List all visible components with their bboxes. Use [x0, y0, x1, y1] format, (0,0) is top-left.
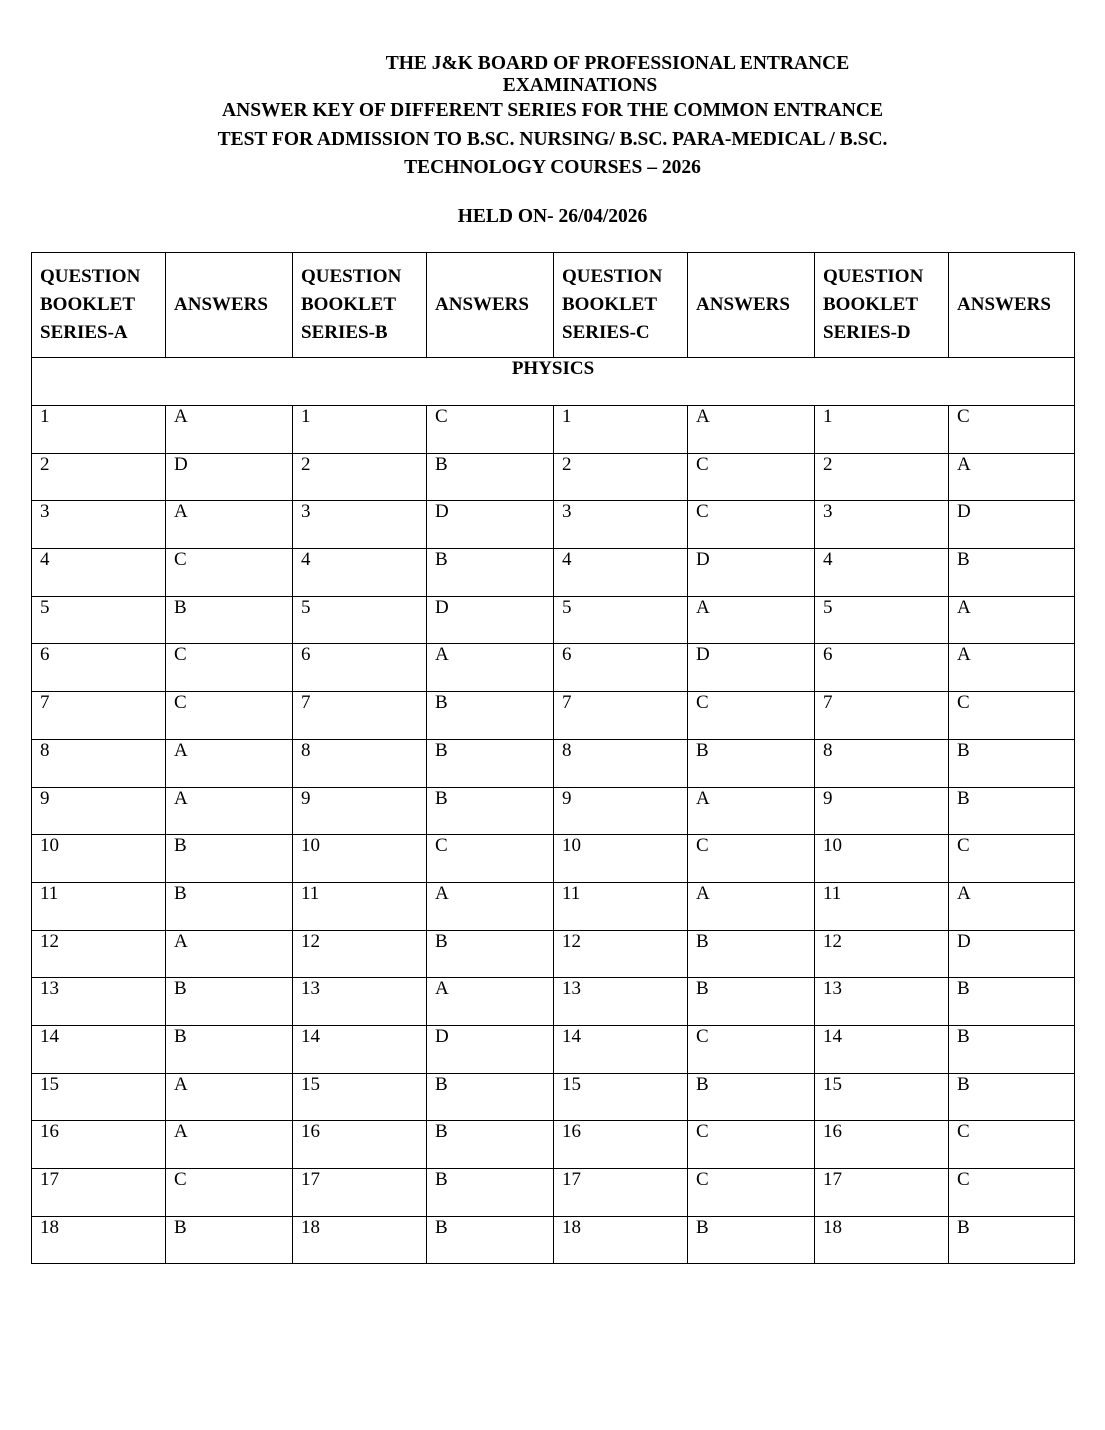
- section-label-physics: PHYSICS: [32, 358, 1075, 406]
- question-number-cell: 13: [293, 978, 427, 1026]
- answer-cell: C: [949, 406, 1075, 454]
- question-number-cell: 11: [554, 882, 688, 930]
- question-number-cell: 8: [554, 739, 688, 787]
- question-number-cell: 18: [815, 1216, 949, 1264]
- header-question-booklet-series: [815, 253, 949, 358]
- section-row: [32, 358, 1075, 406]
- answer-cell: B: [427, 787, 554, 835]
- table-row: [32, 453, 1075, 501]
- header-text-line: SERIES-C: [562, 322, 650, 343]
- answer-cell: C: [949, 1169, 1075, 1217]
- question-number-cell: 4: [32, 549, 166, 597]
- question-number-cell: 1: [554, 406, 688, 454]
- answer-cell: C: [688, 1121, 815, 1169]
- header-text-line: ANSWERS: [957, 294, 1051, 315]
- table-header-row: [32, 253, 1075, 358]
- answer-cell: A: [427, 644, 554, 692]
- question-number-cell: 6: [293, 644, 427, 692]
- question-number-cell: 10: [815, 835, 949, 883]
- table-row: [32, 596, 1075, 644]
- question-number-cell: 7: [554, 692, 688, 740]
- answer-cell: C: [949, 692, 1075, 740]
- question-number-cell: 14: [815, 1025, 949, 1073]
- question-number-cell: 17: [293, 1169, 427, 1217]
- header-text-line: ANSWERS: [435, 294, 529, 315]
- header-text-line: BOOKLET: [823, 294, 919, 315]
- question-number-cell: 6: [554, 644, 688, 692]
- question-number-cell: 14: [32, 1025, 166, 1073]
- heading-line-3: ANSWER KEY OF DIFFERENT SERIES FOR THE COMMON ENTRANCE: [222, 100, 883, 121]
- question-number-cell: 11: [293, 882, 427, 930]
- answer-cell: C: [949, 1121, 1075, 1169]
- answer-cell: D: [688, 644, 815, 692]
- answer-cell: B: [427, 930, 554, 978]
- question-number-cell: 7: [815, 692, 949, 740]
- answer-cell: C: [166, 644, 293, 692]
- answer-cell: A: [949, 453, 1075, 501]
- header-text-line: SERIES-B: [301, 322, 388, 343]
- answer-cell: B: [949, 978, 1075, 1026]
- question-number-cell: 18: [32, 1216, 166, 1264]
- header-text-line: ANSWERS: [174, 294, 268, 315]
- answer-cell: D: [949, 501, 1075, 549]
- answer-cell: B: [688, 978, 815, 1026]
- question-number-cell: 9: [554, 787, 688, 835]
- table-row: [32, 1216, 1075, 1264]
- question-number-cell: 6: [815, 644, 949, 692]
- table-row: [32, 692, 1075, 740]
- question-number-cell: 5: [293, 596, 427, 644]
- answer-cell: D: [166, 453, 293, 501]
- answer-cell: B: [427, 1121, 554, 1169]
- answer-cell: A: [688, 882, 815, 930]
- question-number-cell: 2: [293, 453, 427, 501]
- answer-cell: B: [427, 549, 554, 597]
- answer-cell: A: [949, 644, 1075, 692]
- answer-cell: B: [688, 1216, 815, 1264]
- header-answers: [949, 253, 1075, 358]
- answer-cell: A: [166, 739, 293, 787]
- answer-cell: B: [427, 739, 554, 787]
- question-number-cell: 3: [32, 501, 166, 549]
- answer-cell: C: [166, 1169, 293, 1217]
- question-number-cell: 5: [554, 596, 688, 644]
- answer-cell: B: [166, 978, 293, 1026]
- table-body: [32, 358, 1075, 1264]
- question-number-cell: 18: [554, 1216, 688, 1264]
- table-row: [32, 739, 1075, 787]
- answer-cell: D: [949, 930, 1075, 978]
- header-question-booklet-series: [32, 253, 166, 358]
- answer-cell: B: [949, 549, 1075, 597]
- question-number-cell: 8: [32, 739, 166, 787]
- question-number-cell: 9: [293, 787, 427, 835]
- header-text-line: QUESTION: [301, 266, 402, 287]
- question-number-cell: 16: [32, 1121, 166, 1169]
- header-text-line: BOOKLET: [301, 294, 397, 315]
- answer-cell: B: [688, 739, 815, 787]
- answer-cell: C: [688, 1169, 815, 1217]
- answer-cell: B: [949, 1216, 1075, 1264]
- table-row: [32, 501, 1075, 549]
- question-number-cell: 6: [32, 644, 166, 692]
- answer-cell: B: [427, 1073, 554, 1121]
- question-number-cell: 16: [815, 1121, 949, 1169]
- table-row: [32, 930, 1075, 978]
- header-text-line: BOOKLET: [40, 294, 136, 315]
- answer-cell: A: [688, 406, 815, 454]
- header-text-line: QUESTION: [562, 266, 663, 287]
- heading-line-5: TECHNOLOGY COURSES – 2026: [404, 157, 701, 178]
- question-number-cell: 1: [32, 406, 166, 454]
- answer-cell: B: [166, 1216, 293, 1264]
- table-row: [32, 1025, 1075, 1073]
- answer-cell: B: [949, 1073, 1075, 1121]
- question-number-cell: 13: [815, 978, 949, 1026]
- question-number-cell: 15: [554, 1073, 688, 1121]
- question-number-cell: 1: [815, 406, 949, 454]
- answer-cell: B: [427, 453, 554, 501]
- answer-cell: D: [427, 1025, 554, 1073]
- question-number-cell: 8: [293, 739, 427, 787]
- question-number-cell: 15: [293, 1073, 427, 1121]
- question-number-cell: 9: [32, 787, 166, 835]
- header-text-line: ANSWERS: [696, 294, 790, 315]
- heading-line-2: EXAMINATIONS: [502, 75, 658, 96]
- answer-cell: A: [949, 882, 1075, 930]
- question-number-cell: 18: [293, 1216, 427, 1264]
- heading-line-1: THE J&K BOARD OF PROFESSIONAL ENTRANCE: [385, 53, 850, 74]
- header-text-line: SERIES-A: [40, 322, 128, 343]
- question-number-cell: 12: [815, 930, 949, 978]
- answer-cell: B: [949, 1025, 1075, 1073]
- answer-cell: D: [427, 596, 554, 644]
- answer-cell: A: [427, 882, 554, 930]
- answer-cell: B: [688, 930, 815, 978]
- table-row: [32, 835, 1075, 883]
- answer-cell: A: [949, 596, 1075, 644]
- answer-cell: A: [166, 1121, 293, 1169]
- question-number-cell: 4: [554, 549, 688, 597]
- question-number-cell: 13: [32, 978, 166, 1026]
- question-number-cell: 8: [815, 739, 949, 787]
- table-row: [32, 787, 1075, 835]
- answer-cell: C: [427, 835, 554, 883]
- answer-cell: A: [166, 1073, 293, 1121]
- document-heading: [0, 52, 1105, 182]
- header-question-booklet-series: [554, 253, 688, 358]
- question-number-cell: 2: [815, 453, 949, 501]
- answer-cell: C: [427, 406, 554, 454]
- question-number-cell: 2: [32, 453, 166, 501]
- question-number-cell: 10: [554, 835, 688, 883]
- question-number-cell: 10: [293, 835, 427, 883]
- answer-cell: B: [427, 692, 554, 740]
- table-row: [32, 978, 1075, 1026]
- answer-cell: A: [166, 930, 293, 978]
- table-row: [32, 1169, 1075, 1217]
- heading-line-4: TEST FOR ADMISSION TO B.SC. NURSING/ B.SC. PARA-MEDICAL / B.SC.: [217, 129, 888, 150]
- question-number-cell: 17: [815, 1169, 949, 1217]
- answer-cell: C: [688, 835, 815, 883]
- header-answers: [166, 253, 293, 358]
- table-row: [32, 1121, 1075, 1169]
- answer-cell: B: [166, 596, 293, 644]
- answer-cell: B: [166, 882, 293, 930]
- answer-cell: B: [688, 1073, 815, 1121]
- question-number-cell: 4: [293, 549, 427, 597]
- table-row: [32, 644, 1075, 692]
- header-answers: [427, 253, 554, 358]
- answer-cell: C: [166, 549, 293, 597]
- answer-cell: C: [688, 501, 815, 549]
- answer-cell: A: [427, 978, 554, 1026]
- question-number-cell: 7: [32, 692, 166, 740]
- answer-cell: B: [166, 835, 293, 883]
- answer-cell: D: [427, 501, 554, 549]
- question-number-cell: 14: [293, 1025, 427, 1073]
- question-number-cell: 11: [32, 882, 166, 930]
- question-number-cell: 12: [554, 930, 688, 978]
- question-number-cell: 16: [554, 1121, 688, 1169]
- answer-cell: A: [688, 787, 815, 835]
- question-number-cell: 3: [293, 501, 427, 549]
- answer-cell: A: [166, 787, 293, 835]
- question-number-cell: 4: [815, 549, 949, 597]
- table-row: [32, 1073, 1075, 1121]
- question-number-cell: 9: [815, 787, 949, 835]
- header-text-line: QUESTION: [40, 266, 141, 287]
- question-number-cell: 17: [32, 1169, 166, 1217]
- answer-cell: A: [166, 501, 293, 549]
- answer-cell: B: [949, 739, 1075, 787]
- question-number-cell: 5: [32, 596, 166, 644]
- answer-cell: A: [166, 406, 293, 454]
- held-on-date: HELD ON- 26/04/2026: [457, 206, 648, 227]
- question-number-cell: 15: [815, 1073, 949, 1121]
- question-number-cell: 11: [815, 882, 949, 930]
- question-number-cell: 10: [32, 835, 166, 883]
- question-number-cell: 2: [554, 453, 688, 501]
- header-question-booklet-series: [293, 253, 427, 358]
- table-row: [32, 882, 1075, 930]
- question-number-cell: 3: [554, 501, 688, 549]
- question-number-cell: 1: [293, 406, 427, 454]
- question-number-cell: 14: [554, 1025, 688, 1073]
- question-number-cell: 13: [554, 978, 688, 1026]
- answer-cell: C: [688, 692, 815, 740]
- question-number-cell: 5: [815, 596, 949, 644]
- question-number-cell: 3: [815, 501, 949, 549]
- table-row: [32, 406, 1075, 454]
- answer-cell: B: [166, 1025, 293, 1073]
- header-answers: [688, 253, 815, 358]
- question-number-cell: 15: [32, 1073, 166, 1121]
- question-number-cell: 16: [293, 1121, 427, 1169]
- question-number-cell: 12: [32, 930, 166, 978]
- answer-key-table: [31, 252, 1075, 1264]
- question-number-cell: 7: [293, 692, 427, 740]
- question-number-cell: 12: [293, 930, 427, 978]
- answer-cell: C: [688, 1025, 815, 1073]
- answer-cell: B: [427, 1169, 554, 1217]
- answer-cell: C: [949, 835, 1075, 883]
- question-number-cell: 17: [554, 1169, 688, 1217]
- header-text-line: SERIES-D: [823, 322, 911, 343]
- header-text-line: QUESTION: [823, 266, 924, 287]
- answer-cell: B: [427, 1216, 554, 1264]
- answer-cell: D: [688, 549, 815, 597]
- table-row: [32, 549, 1075, 597]
- answer-cell: B: [949, 787, 1075, 835]
- answer-cell: C: [688, 453, 815, 501]
- header-text-line: BOOKLET: [562, 294, 658, 315]
- answer-cell: C: [166, 692, 293, 740]
- answer-cell: A: [688, 596, 815, 644]
